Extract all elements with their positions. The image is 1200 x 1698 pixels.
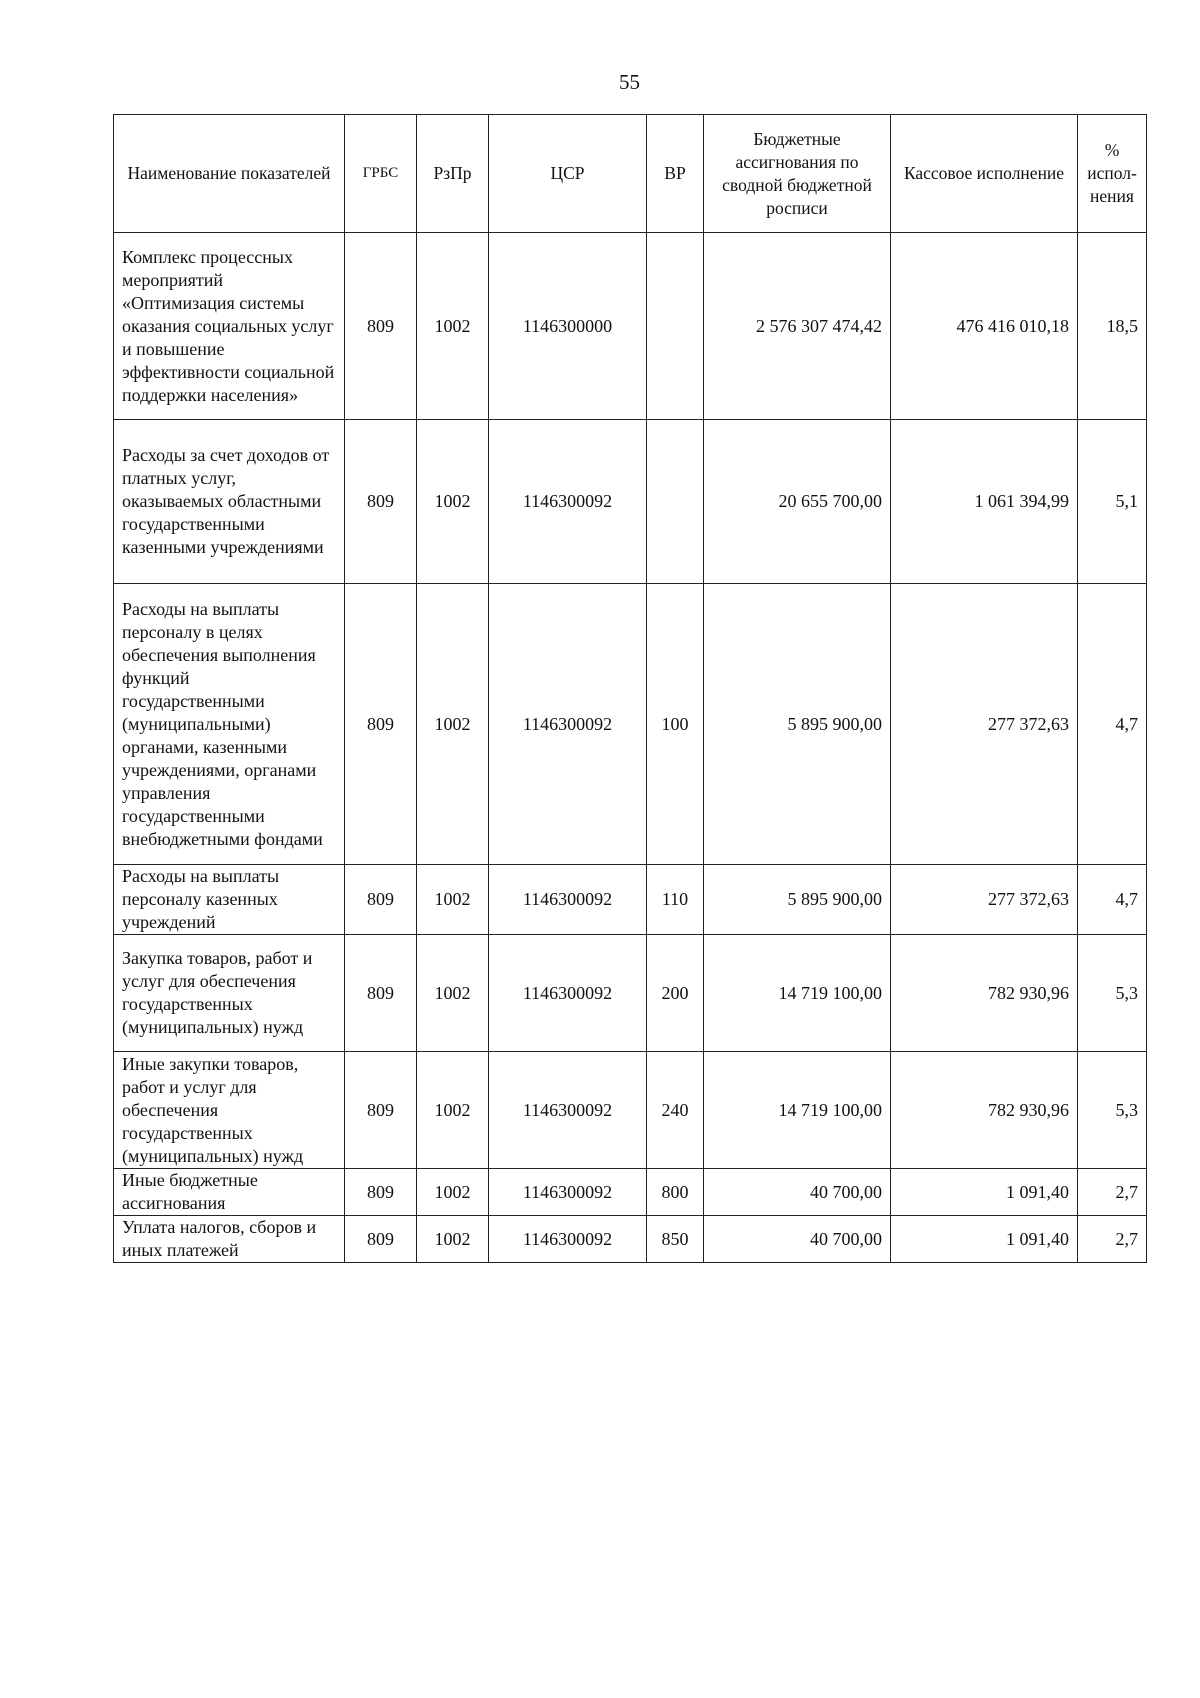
table-row [114, 420, 1147, 584]
row-grbs: 809 [345, 233, 417, 420]
row-csr: 1146300092 [489, 935, 647, 1052]
row-rzpr: 1002 [417, 935, 489, 1052]
table-row [114, 1052, 1147, 1169]
row-pct: 18,5 [1078, 233, 1147, 420]
row-grbs: 809 [345, 1169, 417, 1216]
row-rzpr: 1002 [417, 1169, 489, 1216]
row-budget: 5 895 900,00 [704, 584, 891, 865]
row-vr: 240 [647, 1052, 704, 1169]
col-header-rzpr: РзПр [417, 115, 489, 233]
row-vr: 110 [647, 865, 704, 935]
row-cash: 782 930,96 [891, 1052, 1078, 1169]
row-csr: 1146300000 [489, 233, 647, 420]
row-grbs: 809 [345, 1216, 417, 1263]
row-cash: 277 372,63 [891, 865, 1078, 935]
row-rzpr: 1002 [417, 233, 489, 420]
row-pct: 4,7 [1078, 865, 1147, 935]
table-row [114, 935, 1147, 1052]
row-cash: 1 091,40 [891, 1216, 1078, 1263]
row-rzpr: 1002 [417, 584, 489, 865]
row-vr [647, 233, 704, 420]
row-grbs: 809 [345, 865, 417, 935]
row-rzpr: 1002 [417, 865, 489, 935]
row-budget: 5 895 900,00 [704, 865, 891, 935]
col-header-cash: Кассовое исполнение [891, 115, 1078, 233]
row-csr: 1146300092 [489, 1169, 647, 1216]
row-budget: 14 719 100,00 [704, 1052, 891, 1169]
row-budget: 40 700,00 [704, 1169, 891, 1216]
row-name: Иные закупки товаров, работ и услуг для обеспечения государственных (муниципальных) нужд [114, 1052, 345, 1169]
row-csr: 1146300092 [489, 1052, 647, 1169]
row-name: Расходы за счет доходов от платных услуг, оказываемых областными государственными казенными учреждениями [114, 420, 345, 584]
row-vr [647, 420, 704, 584]
table-row [114, 233, 1147, 420]
row-csr: 1146300092 [489, 420, 647, 584]
col-header-vr: ВР [647, 115, 704, 233]
row-rzpr: 1002 [417, 1216, 489, 1263]
page-number: 55 [619, 70, 640, 94]
row-name: Закупка товаров, работ и услуг для обеспечения государственных (муниципальных) нужд [114, 935, 345, 1052]
row-name: Комплекс процессных мероприятий «Оптимизация системы оказания социальных услуг и повышение эффективности социальной поддержки населения» [114, 233, 345, 420]
row-rzpr: 1002 [417, 420, 489, 584]
row-name: Иные бюджетные ассигнования [114, 1169, 345, 1216]
table-row [114, 1216, 1147, 1263]
row-budget: 40 700,00 [704, 1216, 891, 1263]
row-vr: 850 [647, 1216, 704, 1263]
row-cash: 476 416 010,18 [891, 233, 1078, 420]
table-header-row [114, 115, 1147, 233]
row-cash: 1 061 394,99 [891, 420, 1078, 584]
row-pct: 5,1 [1078, 420, 1147, 584]
row-grbs: 809 [345, 584, 417, 865]
row-budget: 14 719 100,00 [704, 935, 891, 1052]
row-vr: 200 [647, 935, 704, 1052]
row-budget: 2 576 307 474,42 [704, 233, 891, 420]
row-grbs: 809 [345, 935, 417, 1052]
row-csr: 1146300092 [489, 584, 647, 865]
row-name: Расходы на выплаты персоналу в целях обеспечения выполнения функций государственными (муниципальными) органами, казенными учреждениями, органами управления государственными внебюджетными фондами [114, 584, 345, 865]
row-budget: 20 655 700,00 [704, 420, 891, 584]
col-header-pct: % испол-нения [1078, 115, 1147, 233]
row-vr: 800 [647, 1169, 704, 1216]
row-pct: 5,3 [1078, 1052, 1147, 1169]
row-cash: 277 372,63 [891, 584, 1078, 865]
col-header-csr: ЦСР [489, 115, 647, 233]
row-name: Расходы на выплаты персоналу казенных учреждений [114, 865, 345, 935]
row-pct: 2,7 [1078, 1169, 1147, 1216]
row-pct: 2,7 [1078, 1216, 1147, 1263]
row-cash: 782 930,96 [891, 935, 1078, 1052]
row-csr: 1146300092 [489, 1216, 647, 1263]
row-vr: 100 [647, 584, 704, 865]
col-header-grbs: ГРБС [345, 115, 417, 233]
row-pct: 4,7 [1078, 584, 1147, 865]
col-header-budget: Бюджетные ассигнования по сводной бюджетной росписи [704, 115, 891, 233]
row-rzpr: 1002 [417, 1052, 489, 1169]
budget-execution-table [113, 114, 1147, 1263]
row-grbs: 809 [345, 1052, 417, 1169]
table-row [114, 1169, 1147, 1216]
table-row [114, 865, 1147, 935]
row-grbs: 809 [345, 420, 417, 584]
row-csr: 1146300092 [489, 865, 647, 935]
table-row [114, 584, 1147, 865]
row-cash: 1 091,40 [891, 1169, 1078, 1216]
row-pct: 5,3 [1078, 935, 1147, 1052]
row-name: Уплата налогов, сборов и иных платежей [114, 1216, 345, 1263]
col-header-name: Наименование показателей [114, 115, 345, 233]
